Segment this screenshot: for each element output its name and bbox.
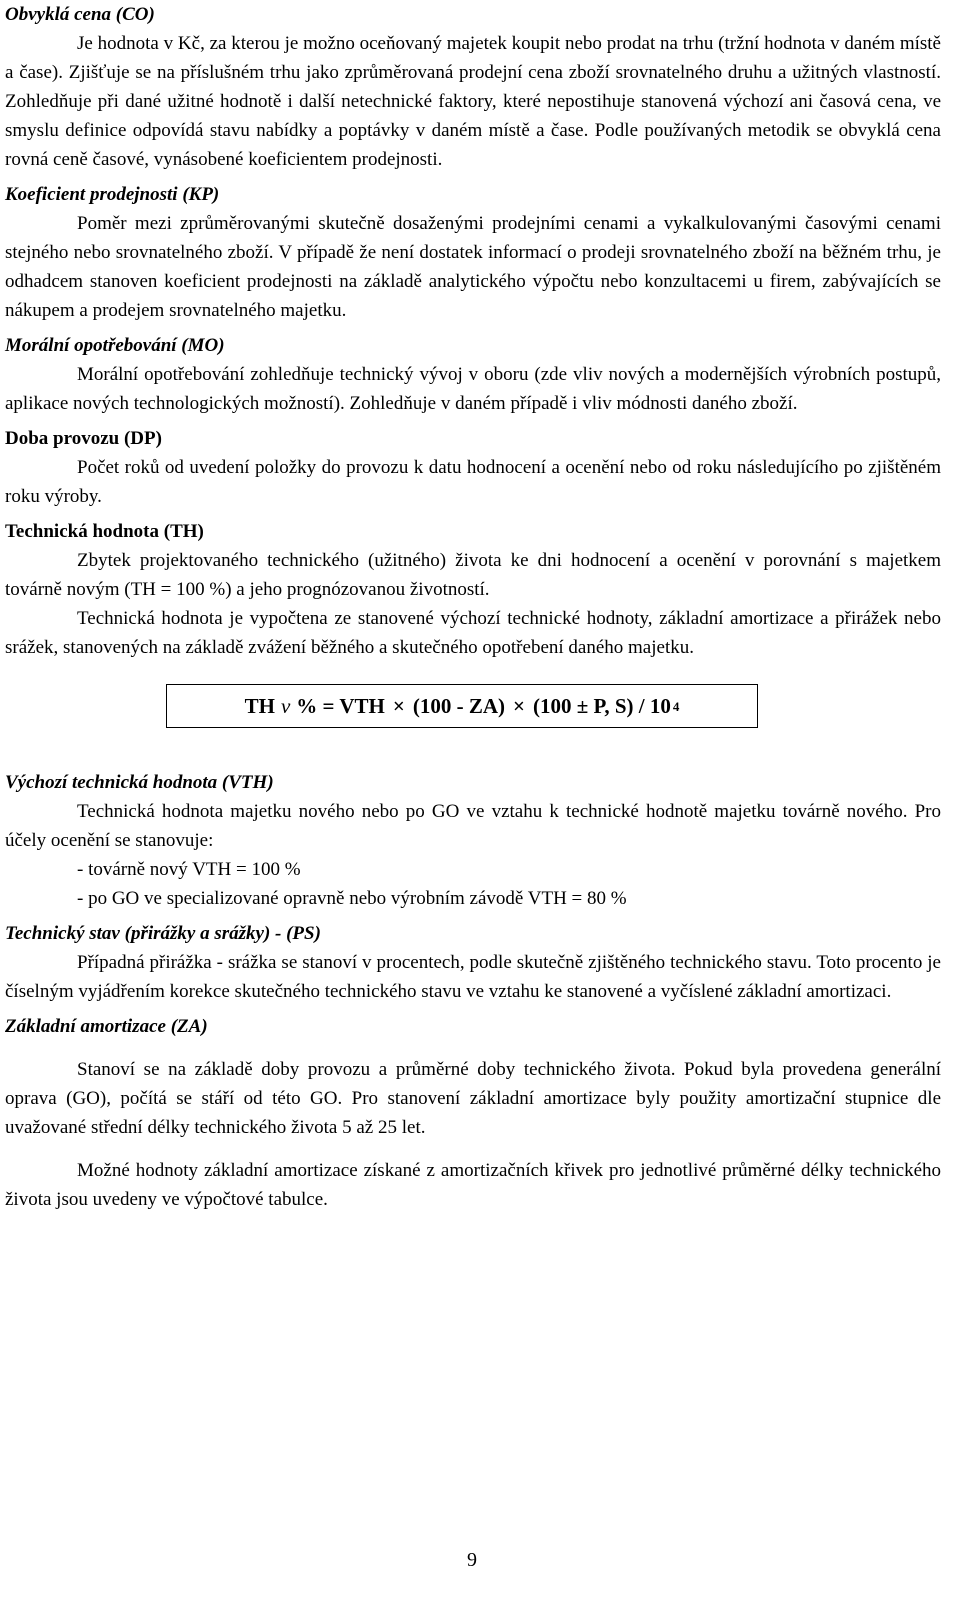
paragraph-za-1: Stanoví se na základě doby provozu a průměrné doby technického života. Pokud byla provedena generální oprava (GO), počítá se stáří od této GO. Pro stanovení základní amortizace byly použity amortizační stupnice dle uvažované střední délky technického života 5 až 25 let. <box>5 1059 941 1138</box>
times-icon: × <box>392 693 405 718</box>
paragraph-za-2: Možné hodnoty základní amortizace získané z amortizačních křivek pro jednotlivé průměrné délky technického života jsou uvedeny ve výpočtové tabulce. <box>5 1160 941 1210</box>
section-dp <box>5 424 941 511</box>
section-ps <box>5 919 941 1006</box>
section-kp <box>5 180 941 325</box>
formula-v: v <box>280 693 291 718</box>
heading-th: Technická hodnota (TH) <box>5 521 204 542</box>
heading-kp: Koeficient prodejnosti (KP) <box>5 184 220 205</box>
paragraph-th-1: Zbytek projektovaného technického (užitného) života ke dni hodnocení a ocenění v porovnání s majetkem továrně novým (TH = 100 %) a jeho prognózovanou životností. <box>5 550 941 600</box>
section-za <box>5 1012 941 1214</box>
section-vth <box>5 768 941 913</box>
formula-ps: (100 ± P, S) / 10 <box>532 693 671 718</box>
heading-mo: Morální opotřebování (MO) <box>5 335 225 356</box>
paragraph-th-2: Technická hodnota je vypočtena ze stanovené výchozí technické hodnoty, základní amortizace a přirážek nebo srážek, stanovených na základě zvážení běžného a skutečného opotřebení daného majetku. <box>5 608 941 658</box>
section-mo <box>5 331 941 418</box>
section-th <box>5 517 941 662</box>
paragraph-ps: Případná přirážka - srážka se stanoví v procentech, podle skutečně zjištěného technického stavu. Toto procento je číselným vyjádřením korekce skutečného technického stavu ve vztahu ke stanovené a vyčíslené základní amortizaci. <box>5 952 941 1002</box>
document-page <box>5 0 941 1214</box>
times-icon: × <box>512 693 525 718</box>
formula-th: TH <box>244 693 275 718</box>
formula-exponent: 4 <box>672 698 680 714</box>
list-item-vth-1: - továrně nový VTH = 100 % <box>77 859 301 880</box>
formula-za: (100 - ZA) <box>412 693 505 718</box>
page-number: 9 <box>467 1549 477 1571</box>
section-co <box>5 0 941 174</box>
paragraph-vth: Technická hodnota majetku nového nebo po GO ve vztahu k technické hodnotě majetku továrně nového. Pro účely ocenění se stanovuje: <box>5 801 941 851</box>
heading-za: Základní amortizace (ZA) <box>5 1016 208 1037</box>
paragraph-mo: Morální opotřebování zohledňuje technický vývoj v oboru (zde vliv nových a modernějších výrobních postupů, aplikace nových technologických možností). Zohledňuje v daném případě i vliv módnosti daného zboží. <box>5 364 941 414</box>
heading-vth: Výchozí technická hodnota (VTH) <box>5 772 274 793</box>
heading-ps: Technický stav (přirážky a srážky) - (PS) <box>5 923 321 944</box>
heading-co: Obvyklá cena (CO) <box>5 4 155 25</box>
paragraph-co: Je hodnota v Kč, za kterou je možno oceňovaný majetek koupit nebo prodat na trhu (tržní hodnota v daném místě a čase). Zjišťuje se na příslušném trhu jako zprůměrovaná prodejní cena zboží srovnatelného druhu a užitných vlastností. Zohledňuje při dané užitné hodnotě i další netechnické faktory, které nepostihuje stanovená výchozí ani časová cena, ve smyslu definice odpovídá stavu nabídky a poptávky v daném místě a čase. Podle používaných metodik se obvyklá cena rovná ceně časové, vynásobené koeficientem prodejnosti. <box>5 33 941 170</box>
heading-dp: Doba provozu (DP) <box>5 428 162 449</box>
list-item-vth-2: - po GO ve specializované opravně nebo výrobním závodě VTH = 80 % <box>77 888 627 909</box>
paragraph-dp: Počet roků od uvedení položky do provozu k datu hodnocení a ocenění nebo od roku následujícího po zjištěném roku výroby. <box>5 457 941 507</box>
formula-vth: % = VTH <box>296 693 385 718</box>
formula-box <box>166 684 758 728</box>
paragraph-kp: Poměr mezi zprůměrovanými skutečně dosaženými prodejními cenami a vykalkulovanými časovými cenami stejného nebo srovnatelného zboží. V případě že není dostatek informací o prodeji srovnatelného zboží na běžném trhu, je odhadcem stanoven koeficient prodejnosti na základě analytického výpočtu nebo konzultacemi u firem, zabývajících se nákupem a prodejem srovnatelného majetku. <box>5 213 941 321</box>
